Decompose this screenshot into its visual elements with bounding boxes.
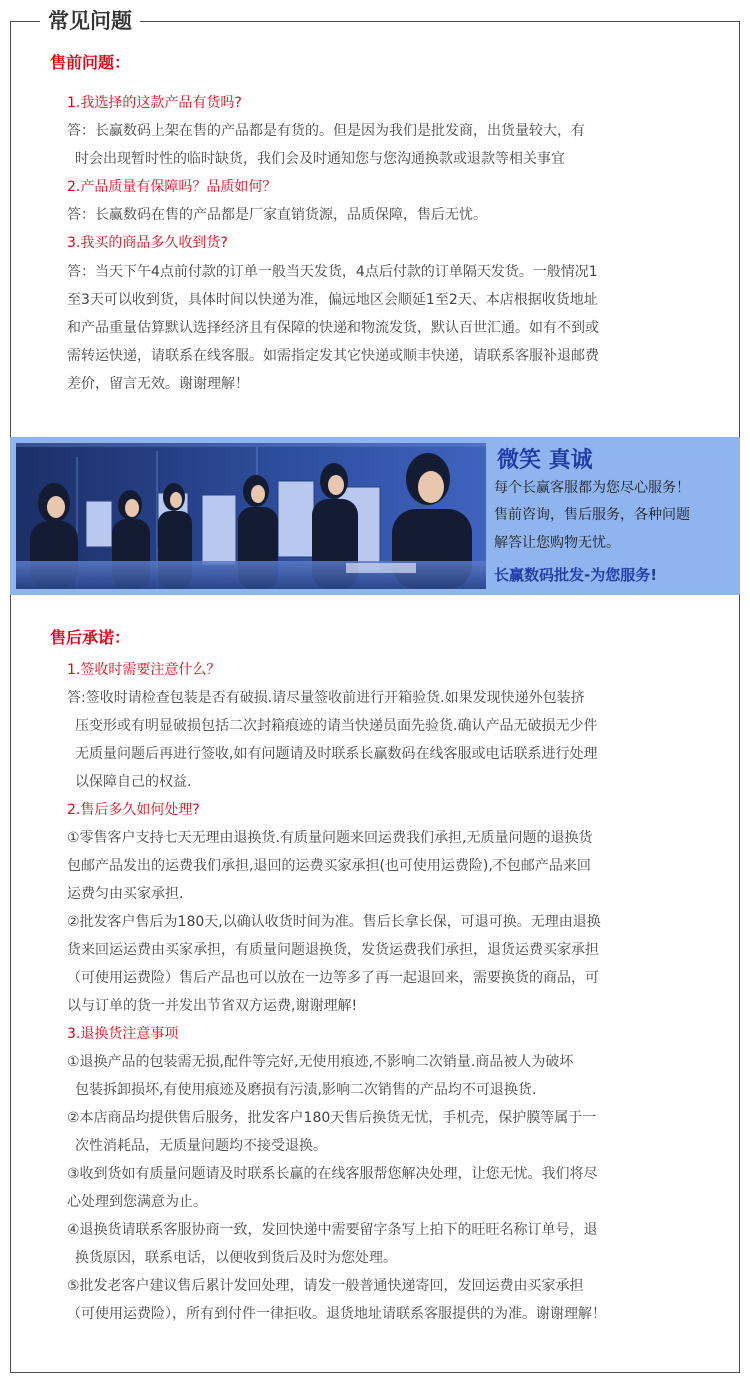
aftersale-answer-3-line: ①退换产品的包装需无损,配件等完好,无使用痕迹,不影响二次销量.商品被人为破坏 [67,1054,574,1070]
aftersale-question-3: 3.退换货注意事项 [67,1026,179,1042]
presale-answer-3-line: 需转运快递，请联系在线客服。如需指定发其它快递或顺丰快递，请联系客服补退邮费 [67,348,599,364]
aftersale-answer-3-line: ③收到货如有质量问题请及时联系长赢的在线客服帮您解决处理，让您无忧。我们将尽 [67,1166,598,1182]
service-banner [10,437,740,595]
aftersale-answer-1-line: 压变形或有明显破损包括二次封箱痕迹的请当快递员面先验货.确认产品无破损无少件 [75,718,598,734]
aftersale-answer-2-line: ②批发客户售后为180天,以确认收货时间为准。售后长拿长保，可退可换。无理由退换 [67,914,601,930]
customer-service-photo [16,443,486,589]
presale-answer-1-line: 时会出现暂时性的临时缺货，我们会及时通知您与您沟通换款或退款等相关事宜 [75,151,565,167]
aftersale-answer-1-line: 答:签收时请检查包装是否有破损.请尽量签收前进行开箱验货.如果发现快递外包装挤 [67,690,585,706]
presale-answer-3-line: 差价，留言无效。谢谢理解！ [67,376,249,392]
aftersale-question-2: 2.售后多久如何处理? [67,802,200,818]
aftersale-answer-1-line: 无质量问题后再进行签收,如有问题请及时联系长赢数码在线客服或电话联系进行处理 [75,746,598,762]
aftersale-heading: 售后承诺： [50,628,131,647]
aftersale-answer-2-line: 货来回运运费由买家承担，有质量问题退换货，发货运费我们承担，退货运费买家承担 [67,942,599,958]
presale-answer-3-line: 和产品重量估算默认选择经济且有保障的快递和物流发货，默认百世汇通。如有不到或 [67,320,599,336]
presale-question-2: 2.产品质量有保障吗？品质如何？ [67,179,277,195]
presale-question-1: 1.我选择的这款产品有货吗? [67,95,242,111]
presale-answer-2-line: 答：长赢数码在售的产品都是厂家直销货源，品质保障，售后无忧。 [67,207,487,223]
aftersale-answer-3-line: 换货原因，联系电话，以便收到货后及时为您处理。 [75,1250,397,1266]
aftersale-answer-3-line: 心处理到您满意为止。 [67,1194,207,1210]
aftersale-answer-3-line: ⑤批发老客户建议售后累计发回处理，请发一般普通快递寄回，发回运费由买家承担 [67,1278,584,1294]
aftersale-question-1: 1.签收时需要注意什么？ [67,662,221,678]
aftersale-answer-2-line: 运费匀由买家承担. [67,886,184,902]
presale-answer-3-line: 至3天可以收到货，具体时间以快递为准，偏远地区会顺延1至2天、本店根据收货地址 [67,292,598,308]
presale-question-3: 3.我买的商品多久收到货? [67,235,228,251]
banner-title: 微笑 真诚 [497,448,593,473]
presale-heading: 售前问题： [50,53,131,72]
presale-answer-3-line: 答：当天下午4点前付款的订单一般当天发货，4点后付款的订单隔天发货。一般情况1 [67,264,598,280]
aftersale-answer-3-line: ④退换货请联系客服协商一致，发回快递中需要留字条写上拍下的旺旺名称订单号，退 [67,1222,598,1238]
aftersale-answer-3-line: ②本店商品均提供售后服务，批发客户180天售后换货无忧，手机壳，保护膜等属于一 [67,1110,597,1126]
aftersale-answer-3-line: 次性消耗品，无质量问题均不接受退换。 [75,1138,327,1154]
aftersale-answer-2-line: （可使用运费险）售后产品也可以放在一边等多了再一起退回来，需要换货的商品，可 [67,970,599,986]
banner-slogan: 长赢数码批发-为您服务! [494,566,658,584]
aftersale-answer-3-line: （可使用运费险），所有到付件一律拒收。退货地址请联系客服提供的为准。谢谢理解！ [67,1306,606,1322]
banner-text-line: 每个长赢客服都为您尽心服务！ [494,480,690,496]
aftersale-answer-1-line: 以保障自己的权益. [75,774,192,790]
aftersale-answer-2-line: ①零售客户支持七天无理由退换货.有质量问题来回运费我们承担,无质量问题的退换货 [67,830,593,846]
banner-text-line: 售前咨询，售后服务，各种问题 [494,507,690,523]
banner-text-line: 解答让您购物无忧。 [494,535,620,551]
presale-answer-1-line: 答：长赢数码上架在售的产品都是有货的。但是因为我们是批发商，出货量较大，有 [67,123,585,139]
aftersale-answer-2-line: 以与订单的货一并发出节省双方运费,谢谢理解! [67,998,358,1014]
aftersale-answer-3-line: 包装拆卸损坏,有使用痕迹及磨损有污渍,影响二次销售的产品均不可退换货. [75,1082,537,1098]
page-title: 常见问题 [40,6,140,36]
aftersale-answer-2-line: 包邮产品发出的运费我们承担,退回的运费买家承担(也可使用运费险),不包邮产品来回 [67,858,591,874]
